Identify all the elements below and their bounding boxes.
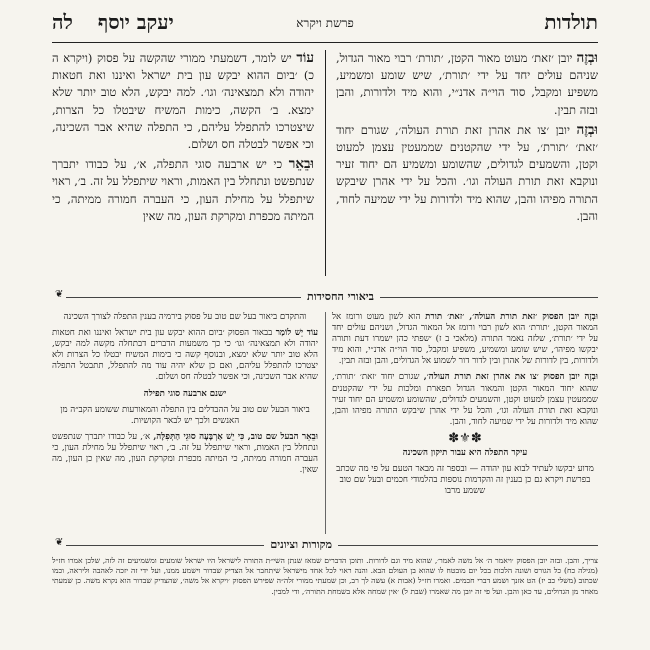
paragraph xyxy=(336,122,598,225)
bold-phrase: וּבְזֶה יובן הפסוק ׳זאת תורת העולה׳, ׳זאת׳ תורת xyxy=(425,312,598,322)
subheading: ישנם ארבעה סוגי תפילה xyxy=(143,388,227,399)
page-number: לה xyxy=(52,10,73,34)
commentary-divider xyxy=(325,312,326,534)
commentary-paragraph xyxy=(332,312,598,367)
commentary-area xyxy=(52,312,598,534)
running-head xyxy=(52,10,174,35)
subheading-note: מדוע יבקשו לעתיד לבוא עון יהודה — ובספר זה מבאר הטעם על פי מה שכתב בפרשת ויקרא גם כן בענין זה והקדמות נוספות בהלמודי חכמים ובעל שם טוב ששמע מרבו xyxy=(336,464,594,497)
commentary-text: הוא לשון מעוט ורומז אל המאור הקטן, ׳תורת׳ הוא לשון רבוי ורומז אל המאור הגדול, ושניהם עולים יחד על ידי ׳תורת׳, שלזה נאמר התורה (מלאכי ב ז) ׳שפתי כהן ישמרו דעת ותורה יבקשו מפיהו׳, שיש שומע ומשמיע, משפיע ומקבל, סוד הוי״ה אדנ״י, והוא מיד ולדורות, בין לדורות של אהרן ובין לדור דור לשמוע אל הגדולים, והבן ובזה תבין. xyxy=(332,312,598,367)
running-head-title: יעקב יוסף xyxy=(97,10,174,34)
column-divider xyxy=(325,50,326,276)
commentary-left-column xyxy=(52,312,318,534)
paragraph-text: יובן ׳זאת׳ מעוט מאור הקטן, ׳תורת׳ רבוי מאור הגדול, שניהם עולים יחד על ידי ׳תורת׳, שיש שומע ומשמיע, משפיע ומקבל, סוד הוי״ה אדנ״י, והוא מיד ולדורות, והבן ובזה תבין. xyxy=(336,51,598,117)
paragraph xyxy=(52,156,314,225)
paragraph xyxy=(52,50,314,153)
parasha-name: פרשת ויקרא xyxy=(296,16,354,30)
commentary-text: שגורם יחוד ׳זאת׳ ׳תורת׳, שהוא יחוד המאור הקטן והמאור הגדול תפארת ומלכות על ידי שהקטנים שממעטין עצמן למעוט וקטן, והשמעים לגדולים, שהשומע ומשמיע הם יחוד זעיר ונוקבא זאת תורת העולה וגו׳, והכל על ידי אהרן שיבקש התורה מפיהו והבן, שהוא מיד ולדורות על ידי שמיעה לחוד, והבן. xyxy=(332,372,598,427)
subheading-note: ביאור הבעל שם טוב על ההבדלים בין התפלה והמאורעות ששומע הקב״ה מן האנשים ולכך יש לבאר הקושיות. xyxy=(60,404,310,426)
lead-word: עוֹד xyxy=(296,50,314,66)
paragraph-text: יש לומר, דשמעתי ממורי שהקשה על פסוק (ויקרא ה כ) ׳ביום ההוא יבקש עון בית ישראל ואיננו ואת חטאות יהודה ולא תמצאינה׳ וגו׳. למה יבקש, הלא טוב יותר שלא ימצא. ב׳ הקשה, כימות המשיח שיבטלו כל הצרות, שיצטרכו להתפלל עליהם, כי התפלה שהיא אבר השכינה, וכי אפשר לבטלה חס ושלום. xyxy=(52,51,314,152)
lead-word: וּבֵאֵר xyxy=(288,156,314,173)
section-divider-sources xyxy=(52,538,598,552)
section-title: מקורות וציונים xyxy=(264,538,338,552)
lead-word: וּבְזֶה xyxy=(576,50,598,66)
paragraph-text: יובן ׳צו את אהרן זאת תורת העולה׳, שגורם יחוד ׳זאת׳ ׳תורת׳, על ידי שהקטנים שממעטין עצמן למעוט וקטן, והשמעים לגדולים, שהשומע ומשמיע הם יחוד זעיר ונוקבא זאת תורת העולה וגו׳. והכל על ידי אהרן שיבקש התורה מפיהו והבן, שהוא מיד ולדורות על ידי שמיעה לחוד, והבן. xyxy=(336,122,598,223)
commentary-text: בבאור הפסוק ׳ביום ההוא יבקש עון בית ישראל ואיננו ואת חטאות יהודה ולא תמצאינה׳ וגו׳ כי כך משמעות הדברים דבתחלה מקשה למה יבקש, הלא טוב יותר שלא ימצא, ובנוסף קשה כי בימות המשיח יבטלו כל הצרות ולא יצטרכו להתפלל עליהם, ואם כן שלא יהיה עוד מה להתפלל, תתבטל התפלה שהיא אבר השכינה, וכי אפשר לבטלה חס ושלום. xyxy=(52,328,318,383)
lead-word: וּבְזֶה xyxy=(576,121,598,138)
page-header xyxy=(52,6,598,43)
main-text xyxy=(52,50,598,276)
commentary-right-column xyxy=(332,312,598,534)
subheading: עיקר התפלה היא עבור תיקון השכינה xyxy=(402,448,528,459)
ornament-icon: ❦ xyxy=(52,288,66,302)
ornament-icon: ❦ xyxy=(52,536,66,550)
book-title: תולדות xyxy=(544,10,598,34)
section-title: ביאורי החסידות xyxy=(301,290,380,304)
main-left-column xyxy=(52,50,314,276)
commentary-intro: והתקדם ביאור בעל שם טוב על פסוק בירמיה בענין התפלה לצורך השכינה xyxy=(63,312,307,322)
commentary-text: א׳, על כבודו יתברך שנתפשט ונתחלל בין האמות, וראוי שיתפלל על זה. ב׳, ראוי שיתפלל על מחילת העון, כי העברה חמורה ממיתה, כי המיתה מכפרת ומקרקת העון, מה שאין כן העון, מה שאין. xyxy=(52,431,318,476)
bold-phrase: וּבְזֶה יובן הפסוק ׳צו את אהרן זאת תורת העולה׳, xyxy=(423,372,598,383)
commentary-paragraph xyxy=(52,432,318,476)
main-right-column xyxy=(336,50,598,276)
sources-text: צריך, והבן. ובזה יובן הפסוק ׳ויאמר ה׳ אל משה לאמר׳, שהוא מיד וגם לדורות. ותוכן הדברים שמאז שנתן השי״ת התורה לישראל היו ישראל שומעים ומשמיעים זה לזה, שלכן אמרו חז״ל (מגילה כח) כל הגורס ושונה הלכות בכל יום מובטח לו שהוא בן העולם הבא. והנה ראוי לכל אחד מישראל שיתחבר אל הצדיק שבדור וישמע ממנו, ועל ידי זה יזכה לאהבה וליראה, וכמו שכתוב (משלי כב יז) הט אזנך ושמע דברי חכמים. ואמרו חז״ל (אבות א) עשה לך רב, וכן שמעתי ממורי זלה״ה שפירש הפסוק ׳ויקרא אל משה׳, שהצדיק שבדור הוא נקרא משה. כן שמעתי מאחד מן הגדולים, עד כאן והבן. ועל פי זה יובן מה שאמרו (שבת ל) ׳אין שמחה אלא בשמחת התורה׳, ודי למבין. xyxy=(52,556,598,596)
sources-block xyxy=(52,556,598,646)
commentary-paragraph xyxy=(52,328,318,383)
commentary-paragraph xyxy=(332,372,598,427)
section-divider-biur xyxy=(52,290,598,304)
paragraph-text: כי יש ארבעה סוגי התפלה, א׳, על כבודו יתברך שנתפשט ונתחלל בין האמות, וראוי שיתפלל על זה. ב׳, ראוי שיתפלל על מחילת העון, כי העברה חמורה ממיתה, כי המיתה מכפרת ומקרקת העון, מה שאין xyxy=(52,157,314,223)
paragraph xyxy=(336,50,598,119)
flourish-icon: ✽⚜✽ xyxy=(448,430,482,446)
bold-phrase: וּבֵאֵר הבעל שם טוב, כִּי יֵשׁ אַרְבָּעָה סוּגֵי הַתְּפִלָּה, xyxy=(153,431,318,442)
bold-phrase: עוֹד יֵשׁ לוֹמַר xyxy=(275,328,318,339)
